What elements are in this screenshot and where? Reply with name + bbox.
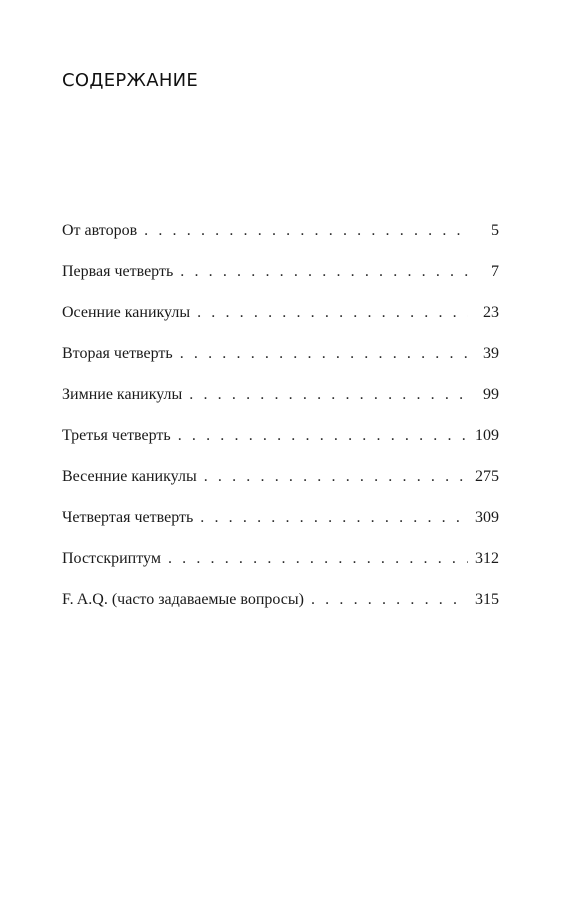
toc-entry-page-number: 312: [475, 550, 499, 567]
toc-entry-label: От авторов: [62, 222, 138, 239]
toc-entry-label: Третья четверть: [62, 427, 171, 444]
dot-leader: [178, 427, 468, 445]
toc-entry-label: Постскриптум: [62, 550, 161, 567]
toc-entry: [62, 345, 499, 386]
dot-leader: [200, 509, 468, 527]
toc-entry-label: Четвертая четверть: [62, 509, 194, 526]
toc-entry-label: Весенние каникулы: [62, 468, 197, 485]
toc-entry-page-number: 5: [491, 222, 499, 239]
toc-entry-page-number: 275: [475, 468, 499, 485]
table-of-contents: [62, 222, 499, 632]
toc-entry-page-number: 109: [475, 427, 499, 444]
toc-entry: [62, 550, 499, 591]
dot-leader: [197, 304, 468, 322]
toc-entry-page-number: 23: [483, 304, 499, 321]
toc-entry-label: Зимние каникулы: [62, 386, 183, 403]
dot-leader: [144, 222, 468, 240]
toc-entry-label: Вторая четверть: [62, 345, 173, 362]
dot-leader: [168, 550, 468, 568]
toc-entry-page-number: 39: [483, 345, 499, 362]
page-title: СОДЕРЖАНИЕ: [62, 70, 199, 91]
toc-entry: [62, 304, 499, 345]
toc-entry-label: Осенние каникулы: [62, 304, 191, 321]
toc-entry: [62, 427, 499, 468]
toc-entry: [62, 509, 499, 550]
toc-entry: [62, 386, 499, 427]
dot-leader: [311, 591, 468, 609]
toc-entry-label: F. A.Q. (часто задаваемые вопросы): [62, 591, 304, 608]
toc-entry: [62, 591, 499, 632]
toc-entry-label: Первая четверть: [62, 263, 174, 280]
toc-entry-page-number: 99: [483, 386, 499, 403]
dot-leader: [189, 386, 468, 404]
toc-entry-page-number: 309: [475, 509, 499, 526]
dot-leader: [180, 345, 468, 363]
toc-entry-page-number: 315: [475, 591, 499, 608]
toc-entry: [62, 468, 499, 509]
toc-entry-page-number: 7: [491, 263, 499, 280]
dot-leader: [204, 468, 468, 486]
toc-entry: [62, 263, 499, 304]
toc-entry: [62, 222, 499, 263]
dot-leader: [180, 263, 468, 281]
